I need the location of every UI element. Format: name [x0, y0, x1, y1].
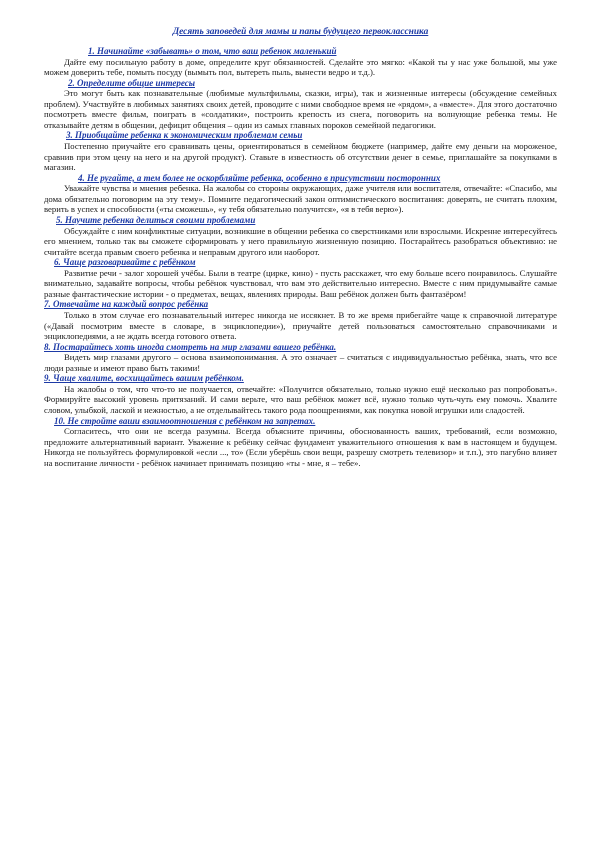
- section-text: Это могут быть как познавательные (любимые мультфильмы, сказки, игры), так и жизненные интересы (обсуждение семейных проблем). Участвуйте в любимых занятиях своих детей, проводите с ними свободное время не «рядом», а «вместе». Для этого достаточно посмотреть вместе фильм, поиграть в «солдатики», построить крепость из снега, поговорить на волнующие ребенка темы. Не отказывайте детям в общении, дефицит общения – один из самых главных пороков семейной педагогики.: [44, 88, 557, 130]
- section-text: Уважайте чувства и мнения ребенка. На жалобы со стороны окружающих, даже учителя или воспитателя, отвечайте: «Спасибо, мы дома обязательно поговорим на эту тему». Помните педагогический закон оптимистического воспитания: доверять, не считать плохим, верить в успех и способности («ты сможешь», «у тебя обязательно получится», «я в тебя верю»).: [44, 183, 557, 215]
- section-heading: 7. Отвечайте на каждый вопрос ребёнка: [44, 299, 209, 310]
- section-text: Дайте ему посильную работу в доме, определите круг обязанностей. Сделайте это мягко: «Какой ты у нас уже большой, мы уже можем доверить тебе, помыть посуду (вымыть пол, вытереть пыль, вынести ведро и т.д.).: [44, 56, 557, 78]
- section-10: [44, 416, 557, 469]
- section-7: [44, 299, 557, 341]
- section-heading: 3. Приобщайте ребенка к экономическим проблемам семьи: [66, 130, 303, 141]
- section-9: [44, 373, 557, 415]
- section-2: [44, 78, 557, 131]
- section-text: На жалобы о том, что что-то не получается, отвечайте: «Получится обязательно, только нужно ещё несколько раз попробовать». Формируйте высокий уровень притязаний. И сами верьте, что ваш ребёнок может всё, нужно только чуть-чуть ему помочь. Хвалите словом, улыбкой, лаской и нежностью, а не отделывайтесь такого рода поощрениями, как покупка новой игрушки или сладостей.: [44, 383, 557, 416]
- section-8: [44, 342, 557, 374]
- section-heading: 8. Постарайтесь хоть иногда смотреть на мир глазами вашего ребёнка.: [44, 341, 337, 352]
- section-1: [44, 46, 557, 78]
- section-heading: 2. Определите общие интересы: [68, 77, 195, 88]
- section-text: Видеть мир глазами другого – основа взаимопонимания. А это означает – считаться с индивидуальностью ребёнка, знать, что все люди разные и имеют право быть такими!: [44, 352, 557, 373]
- section-6: [44, 257, 557, 299]
- section-text: Постепенно приучайте его сравнивать цены, ориентироваться в семейном бюджете (например, дайте ему деньги на мороженое, сравнив при этом цену на него и на другой продукт). Ставьте в известность об отсутствии денег в семье, приглашайте за покупками в магазин.: [44, 141, 557, 173]
- section-text: Только в этом случае его познавательный интерес никогда не иссякнет. В то же время прибегайте чаще к справочной литературе («Давай посмотрим вместе в словаре, в энциклопедии»), приучайте детей пользоваться самостоятельно справочниками и энциклопедиями, а не ждать всегда готового ответа.: [44, 310, 557, 342]
- document-title: Десять заповедей для мамы и папы будущего первоклассника: [172, 27, 429, 37]
- section-heading: 6. Чаще разговаривайте с ребёнком: [54, 257, 196, 268]
- section-heading: 1. Начинайте «забывать» о том, что ваш ребенок маленький: [88, 46, 337, 56]
- section-5: [44, 215, 557, 257]
- section-heading: 5. Научите ребенка делиться своими проблемами: [56, 214, 256, 225]
- section-heading: 10. Не стройте ваши взаимоотношения с ребёнком на запретах.: [54, 415, 316, 426]
- section-4: [44, 173, 557, 215]
- section-text: Развитие речи - залог хорошей учёбы. Были в театре (цирке, кино) - пусть расскажет, что ему больше всего понравилось. Слушайте внимательно, задавайте вопросы, чтобы ребёнок чувствовал, что вам это действительно интересно. Вместе с ним придумывайте самые разные фантастические истории - о предметах, вещах, явлениях природы. Ваш ребёнок должен быть фантазёром!: [44, 267, 557, 299]
- section-text: Обсуждайте с ним конфликтные ситуации, возникшие в общении ребенка со сверстниками или взрослыми. Искренне интересуйтесь его мнением, только так вы сможете сформировать у него правильную жизненную позицию. Постарайтесь разобраться объективно: не считайте всегда правым своего ребенка и неправым другого или наоборот.: [44, 225, 557, 257]
- section-3: [44, 130, 557, 172]
- section-text: Согласитесь, что они не всегда разумны. Всегда объясните причины, обоснованность ваших, требований, если возможно, предложите альтернативный вариант. Уважение к ребёнку сейчас фундамент уважительного отношения к вам в настоящем и будущем. Никогда не пользуйтесь формулировкой «если ..., то» (Если уберёшь свои вещи, разрешу смотреть телевизор» и т.п.), это пагубно влияет на воспитание личности - ребёнок начинает принимать позицию «ты - мне, я – тебе».: [44, 426, 557, 468]
- section-heading: 4. Не ругайте, а тем более не оскорбляйте ребенка, особенно в присутствии посторонних: [78, 172, 441, 183]
- section-heading: 9. Чаще хвалите, восхищайтесь вашим ребёнком.: [44, 373, 244, 384]
